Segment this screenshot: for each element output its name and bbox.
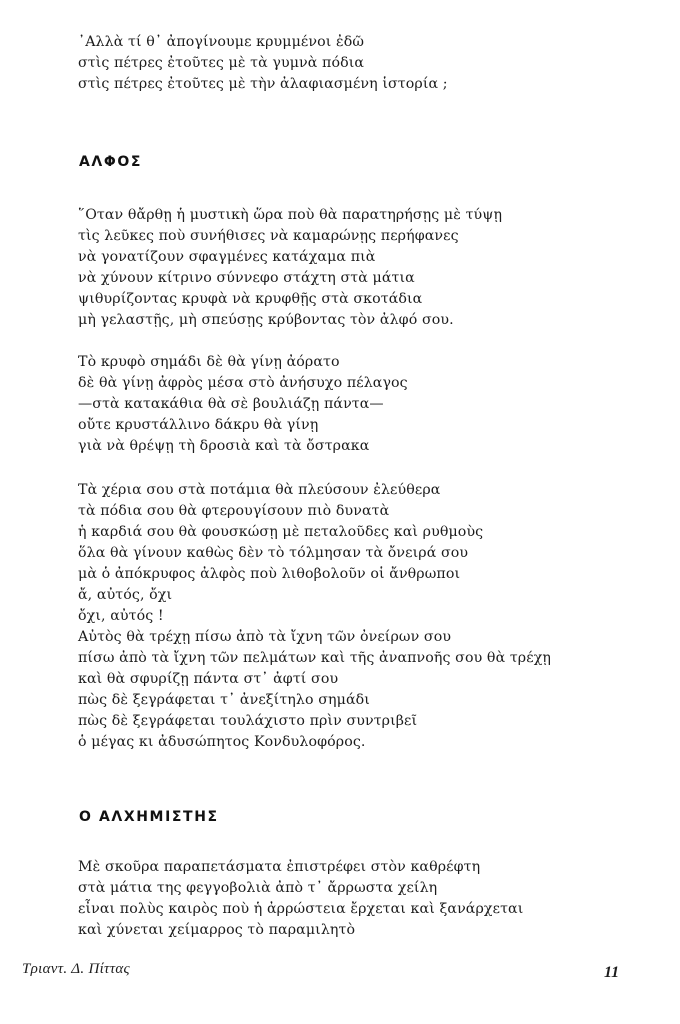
poem-line: μὴ γελαστῇς, μὴ σπεύσῃς κρύβοντας τὸν ἀλφό σου.: [78, 312, 454, 328]
poem-line: στὶς πέτρες ἐτοῦτες μὲ τὴν ἀλαφιασμένη ἱστορία ;: [78, 76, 448, 92]
poem-title-alchemist: Ο ΑΛΧΗΜΙΣΤΗΣ: [79, 809, 219, 825]
poem-line: νὰ γονατίζουν σφαγμένες κατάχαμα πιὰ: [78, 249, 376, 265]
poem-line: τὶς λεῦκες ποὺ συνήθισες νὰ καμαρώνῃς περήφανες: [78, 228, 459, 244]
alfos-stanza-2: [78, 352, 658, 457]
poem-line: ἄ, αὐτός, ὄχι: [78, 587, 173, 603]
poem-line: στὰ μάτια της φεγγοβολιὰ ἀπὸ τ᾽ ἄρρωστα χείλη: [78, 880, 438, 896]
poem-line: δὲ θὰ γίνῃ ἀφρὸς μέσα στὸ ἀνήσυχο πέλαγος: [78, 375, 408, 391]
poem-line: ψιθυρίζοντας κρυφὰ νὰ κρυφθῇς στὰ σκοτάδια: [78, 291, 423, 307]
poem-line: μὰ ὁ ἀπόκρυφος ἀλφὸς ποὺ λιθοβολοῦν οἱ ἄνθρωποι: [78, 566, 461, 582]
poem-line: ὁ μέγας κι ἀδυσώπητος Κονδυλοφόρος.: [78, 734, 366, 750]
page-number: 11: [604, 964, 620, 981]
poem-title-alfos: ΑΛΦΟΣ: [79, 154, 143, 170]
poem-line: ῞Οταν θἄρθῃ ἡ μυστικὴ ὥρα ποὺ θὰ παρατηρήσῃς μὲ τύψῃ: [78, 207, 503, 223]
opening-stanza: [78, 32, 658, 95]
poem-line: νὰ χύνουν κίτρινο σύννεφο στάχτη στὰ μάτια: [78, 270, 415, 286]
poem-line: ἡ καρδιά σου θὰ φουσκώσῃ μὲ πεταλοῦδες καὶ ρυθμοὺς: [78, 524, 484, 540]
poem-line: ᾽Αλλὰ τί θ᾽ ἀπογίνουμε κρυμμένοι ἐδῶ: [78, 34, 365, 50]
poem-line: οὔτε κρυστάλλινο δάκρυ θὰ γίνῃ: [78, 417, 319, 433]
poem-line: πὼς δὲ ξεγράφεται τουλάχιστο πρὶν συντριβεῖ: [78, 713, 418, 729]
poem-line: πὼς δὲ ξεγράφεται τ᾽ ἀνεξίτηλο σημάδι: [78, 692, 370, 708]
poem-line: ὅλα θὰ γίνουν καθὼς δὲν τὸ τόλμησαν τὰ ὄνειρά σου: [78, 545, 469, 561]
poem-line: Τὰ χέρια σου στὰ ποτάμια θὰ πλεύσουν ἐλεύθερα: [78, 482, 441, 498]
poem-line: γιὰ νὰ θρέψῃ τὴ δροσιὰ καὶ τὰ ὄστρακα: [78, 438, 370, 454]
poem-line: πίσω ἀπὸ τὰ ἴχνη τῶν πελμάτων καὶ τῆς ἀναπνοῆς σου θὰ τρέχῃ: [78, 650, 551, 666]
alfos-stanza-1: [78, 205, 658, 331]
alchemist-stanza-1: [78, 857, 658, 941]
poem-line: Μὲ σκοῦρα παραπετάσματα ἐπιστρέφει στὸν καθρέφτη: [78, 859, 481, 875]
alfos-stanza-3: [78, 480, 658, 753]
poem-line: —στὰ κατακάθια θὰ σὲ βουλιάζῃ πάντα—: [78, 396, 384, 412]
author-name: Τριαντ. Δ. Πίττας: [22, 961, 130, 977]
poem-line: εἶναι πολὺς καιρὸς ποὺ ἡ ἀρρώστεια ἔρχεται καὶ ξανάρχεται: [78, 901, 524, 917]
poem-line: Αὐτὸς θὰ τρέχῃ πίσω ἀπὸ τὰ ἴχνη τῶν ὀνείρων σου: [78, 629, 452, 645]
poem-line: καὶ χύνεται χείμαρρος τὸ παραμιλητὸ: [78, 922, 356, 938]
poem-line: τὰ πόδια σου θὰ φτερουγίσουν πιὸ δυνατὰ: [78, 503, 390, 519]
poem-line: στὶς πέτρες ἐτοῦτες μὲ τὰ γυμνὰ πόδια: [78, 55, 365, 71]
poem-line: ὄχι, αὐτός !: [78, 608, 164, 624]
poem-line: Τὸ κρυφὸ σημάδι δὲ θὰ γίνῃ ἀόρατο: [78, 354, 340, 370]
poem-line: καὶ θὰ σφυρίζῃ πάντα στ᾽ ἀφτί σου: [78, 671, 339, 687]
